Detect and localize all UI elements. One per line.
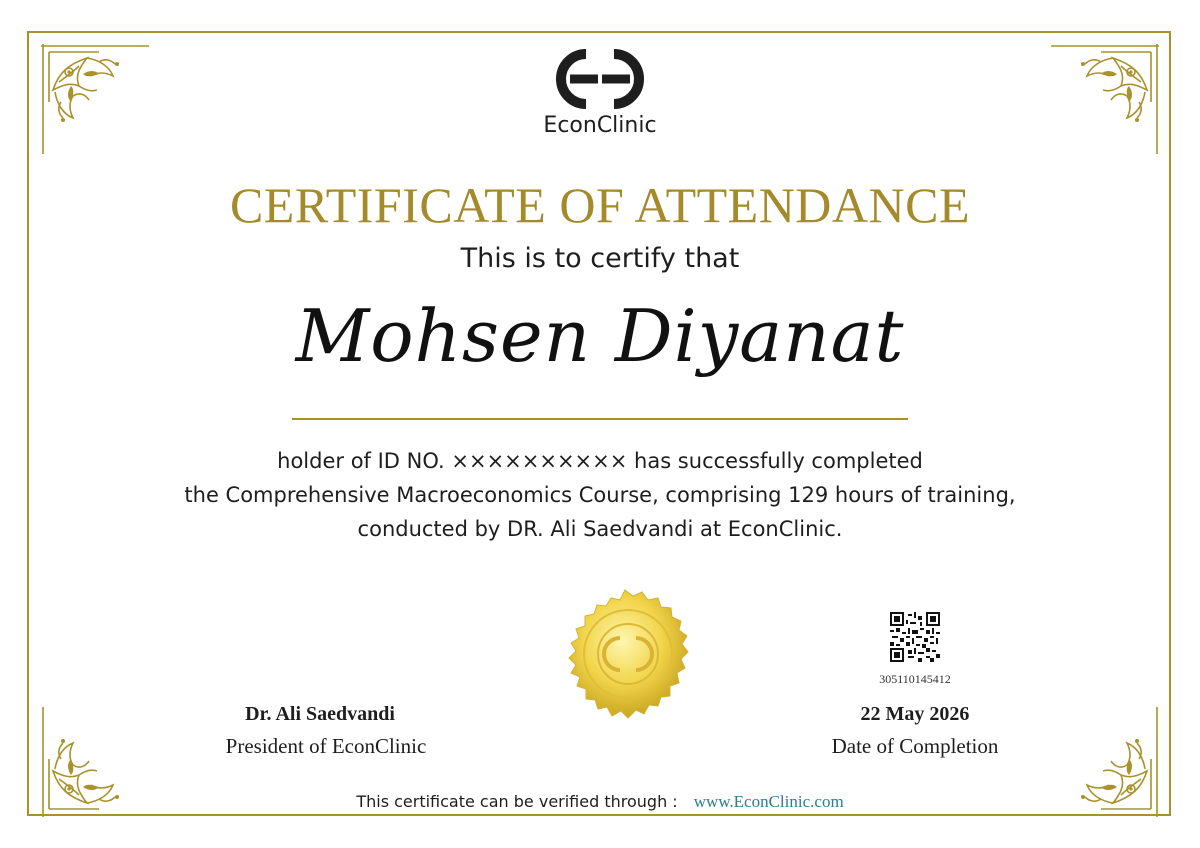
corner-ornament-icon <box>1045 694 1161 819</box>
gold-seal-icon <box>550 588 700 733</box>
certificate-number: 305110145412 <box>879 672 951 686</box>
completion-date-label: Date of Completion <box>831 734 999 758</box>
name-underline <box>292 418 908 420</box>
corner-ornament-icon <box>39 42 155 167</box>
qr-code-icon[interactable] <box>890 612 940 662</box>
verification-line <box>300 792 900 812</box>
recipient-name: Mohsen Diyanat <box>295 294 905 378</box>
brand-name: EconClinic <box>543 113 657 138</box>
body-line: the Comprehensive Macroeconomics Course, comprising 129 hours of training, <box>184 483 1016 507</box>
body-line: holder of ID NO. ×××××××××× has successfully completed <box>277 449 923 473</box>
corner-ornament-icon <box>39 694 155 819</box>
completion-date: 22 May 2026 <box>860 703 970 725</box>
certificate-intro: This is to certify that <box>460 243 740 274</box>
body-line: conducted by DR. Ali Saedvandi at EconClinic. <box>357 517 843 541</box>
signatory-name: Dr. Ali Saedvandi <box>245 703 395 725</box>
certificate-title: CERTIFICATE OF ATTENDANCE <box>229 177 971 233</box>
certificate-body <box>100 444 1100 546</box>
ec-logo-icon <box>556 48 644 110</box>
corner-ornament-icon <box>1045 42 1161 167</box>
signatory-title: President of EconClinic <box>225 734 427 758</box>
verification-label: This certificate can be verified through : <box>356 792 678 811</box>
verification-link[interactable]: www.EconClinic.com <box>693 792 844 811</box>
